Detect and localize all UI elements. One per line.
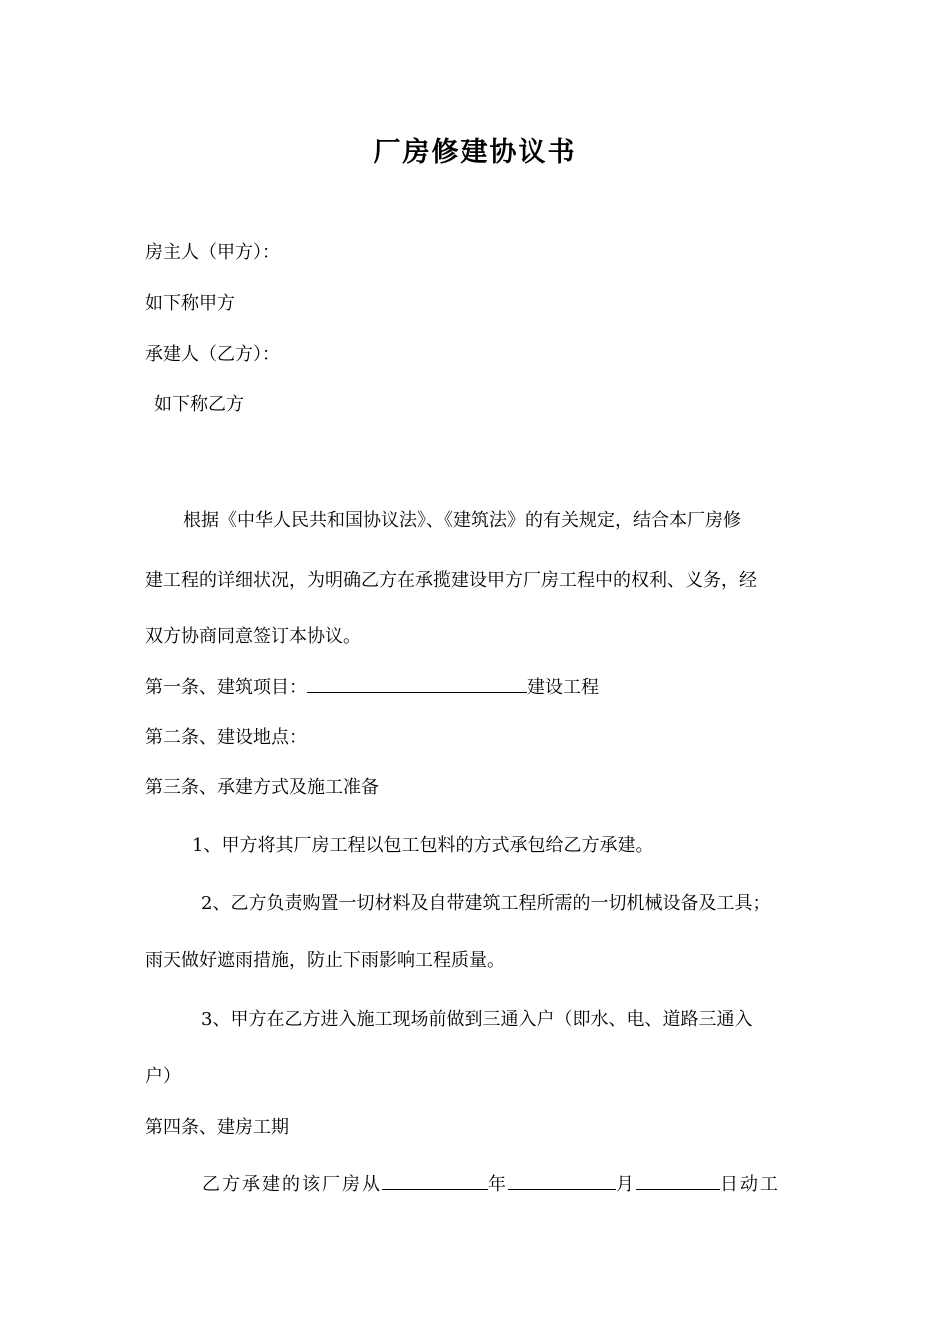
article-3: 第三条、承建方式及施工准备 (145, 777, 379, 798)
article-3-item-2-line-2: 雨天做好遮雨措施，防止下雨影响工程质量。 (145, 950, 505, 971)
start-month-blank (508, 1171, 616, 1190)
article-1-suffix: 建设工程 (527, 677, 599, 698)
day-label: 日动工 (720, 1174, 780, 1195)
document-title: 厂房修建协议书 (373, 137, 577, 168)
article-1-prefix: 第一条、建筑项目： (145, 677, 307, 698)
project-name-blank (307, 674, 527, 693)
article-4: 第四条、建房工期 (145, 1117, 289, 1138)
article-3-item-3-line-1: 3、甲方在乙方进入施工现场前做到三通入户（即水、电、道路三通入 (201, 1009, 753, 1030)
party-b-alias: 如下称乙方 (154, 394, 244, 415)
party-b-label: 承建人（乙方）： (145, 344, 280, 365)
preamble-line-2: 建工程的详细状况，为明确乙方在承揽建设甲方厂房工程中的权利、义务，经 (145, 570, 757, 591)
party-a-label: 房主人（甲方）： (145, 242, 280, 263)
year-label: 年 (488, 1174, 508, 1195)
preamble-line-3: 双方协商同意签订本协议。 (145, 626, 361, 647)
article-1 (145, 673, 599, 699)
article-3-item-3-line-2: 户） (145, 1066, 181, 1087)
article-2: 第二条、建设地点： (145, 727, 307, 748)
party-a-alias: 如下称甲方 (145, 293, 235, 314)
article-3-item-1: 1、甲方将其厂房工程以包工包料的方式承包给乙方承建。 (192, 835, 654, 856)
article-4-text-prefix: 乙方承建的该厂房从 (202, 1174, 382, 1195)
preamble-line-1: 根据《中华人民共和国协议法》、《建筑法》的有关规定，结合本厂房修 (183, 510, 741, 531)
start-year-blank (382, 1171, 488, 1190)
month-label: 月 (616, 1174, 636, 1195)
article-3-item-2-line-1: 2、乙方负责购置一切材料及自带建筑工程所需的一切机械设备及工具； (201, 893, 771, 914)
article-4-text (202, 1170, 780, 1196)
start-day-blank (636, 1171, 720, 1190)
